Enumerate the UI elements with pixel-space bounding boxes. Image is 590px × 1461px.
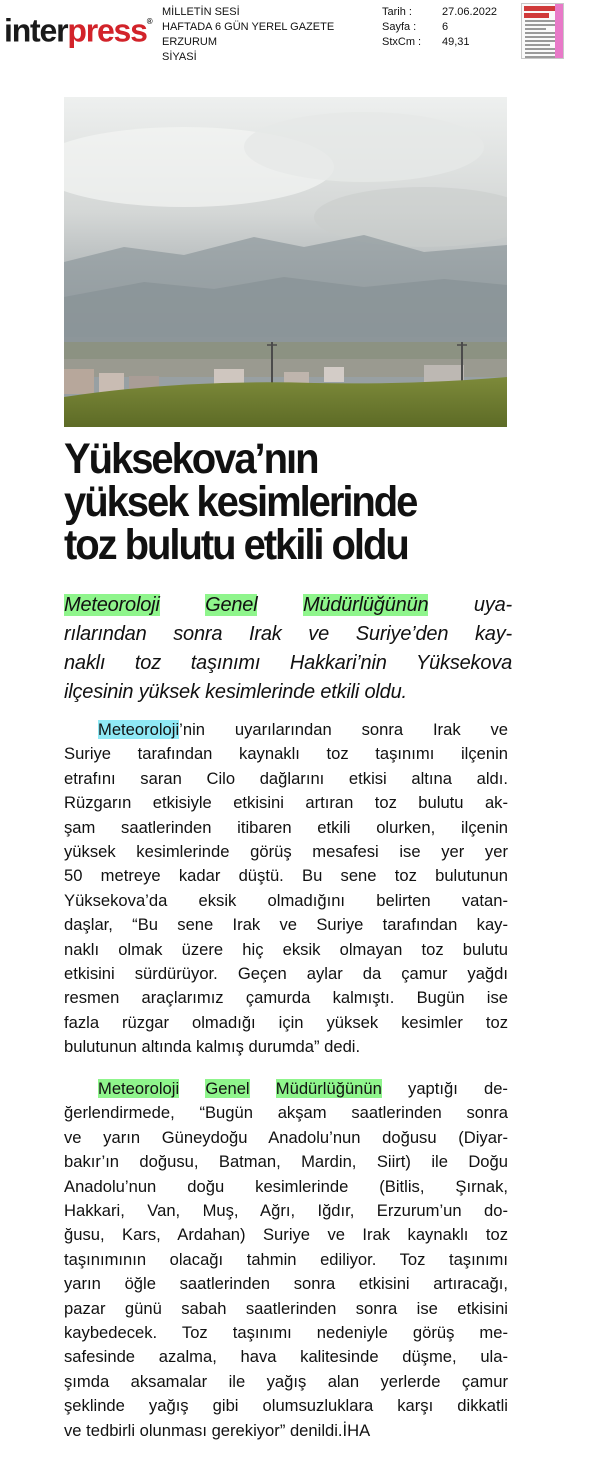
body-line: etrafını saran Cilo dağlarını etkisi altına aldı.: [64, 768, 508, 788]
keyword-highlight: Genel: [205, 1079, 250, 1098]
publication-name: MİLLETİN SESİ: [162, 6, 240, 18]
body-paragraph-1: [64, 718, 508, 1060]
body-paragraph-2: [64, 1077, 508, 1443]
body-line: fazla rüzgar olmadığı için yüksek kesimler toz: [64, 1012, 508, 1032]
body-line: şeklinde yağış gibi olumsuzluklara karşı dikkatli: [64, 1396, 508, 1416]
lead-line: Meteoroloji Genel Müdürlüğünün uya-: [64, 594, 512, 616]
publication-section: SİYASİ: [162, 51, 197, 63]
lead-line: rılarından sonra Irak ve Suriye’den kay-: [64, 623, 512, 645]
body-line: 50 metreye kadar düştü. Bu sene toz bulutunun: [64, 866, 508, 886]
body-line: etkisini sürdürüyor. Geçen aylar da çamur yağdı: [64, 964, 508, 984]
stxcm-value: 49,31: [442, 36, 470, 48]
body-line: Suriye tarafından kaynaklı toz taşınımı ilçenin: [64, 744, 508, 764]
headline-line: toz bulutu etkili oldu: [64, 521, 408, 569]
body-line: yüksek kesimlerinde görüş mesafesi ise yer yer: [64, 842, 508, 862]
lead-line: ilçesinin yüksek kesimlerinde etkili oldu.: [64, 681, 407, 703]
keyword-highlight: Genel: [205, 594, 258, 616]
body-line: Meteoroloji Genel Müdürlüğünün yaptığı de-: [98, 1079, 508, 1098]
keyword-highlight: Meteoroloji: [64, 594, 160, 616]
body-line: şımda aksamalar ile yağış alan yerlerde çamur: [64, 1371, 508, 1391]
body-line: ve yarın Güneydoğu Anadolu’nun doğusu (Diyar-: [64, 1127, 508, 1147]
keyword-highlight: Meteoroloji: [98, 720, 180, 739]
publication-info: [162, 5, 334, 65]
body-line: naklı olmak üzere hiç eksik olmayan toz bulutu: [64, 939, 508, 959]
body-line: ğusu, Kars, Ardahan) Suriye ve Irak kaynaklı toz: [64, 1225, 508, 1245]
body-line: Hakkari, Van, Muş, Ağrı, Iğdır, Erzurum’un do-: [64, 1201, 508, 1221]
body-line: pazar günü sabah saatlerinden sonra ise etkisini: [64, 1298, 508, 1318]
body-line: Anadolu’nun doğu kesimlerinde (Bitlis, Şırnak,: [64, 1176, 508, 1196]
body-line: safesinde azalma, hava kalitesinde düşme, ula-: [64, 1347, 508, 1367]
body-line: resmen araçlarımız çamurda kalmıştı. Bugün ise: [64, 988, 508, 1008]
article-headline: [64, 435, 479, 569]
stxcm-label: StxCm :: [382, 36, 422, 48]
date-value: 27.06.2022: [442, 6, 498, 18]
headline-line: yüksek kesimlerinde: [64, 478, 417, 526]
body-line: ve tedbirli olunması gerekiyor” denildi.İHA: [64, 1420, 371, 1440]
publication-frequency: HAFTADA 6 GÜN YEREL GAZETE: [162, 21, 335, 33]
body-line: Rüzgarın etkisiyle etkisini artıran toz bulutu ak-: [64, 793, 508, 813]
body-line: Meteoroloji’nin uyarılarından sonra Irak ve: [98, 720, 508, 739]
article-photo: [64, 97, 507, 427]
keyword-highlight: Meteoroloji: [98, 1079, 180, 1098]
body-line: ğerlendirmede, “Bugün akşam saatlerinden sonra: [64, 1103, 508, 1123]
body-line: Yüksekova’da eksik olmadığını belirten vatan-: [64, 890, 508, 910]
clipping-meta: [382, 5, 497, 50]
publication-city: ERZURUM: [162, 36, 217, 48]
keyword-highlight: Müdürlüğünün: [302, 594, 429, 616]
body-line: bakır’ın doğusu, Batman, Mardin, Siirt) ile Doğu: [64, 1152, 508, 1172]
page-label: Sayfa :: [382, 21, 417, 33]
page-value: 6: [442, 21, 449, 33]
body-line: daşlar, “Bu sene Irak ve Suriye tarafından kay-: [64, 915, 508, 935]
body-line: kaybedecek. Toz taşınımı nedeniyle görüş me-: [64, 1323, 508, 1343]
body-line: taşınımının olacağı tahmin ediliyor. Toz taşınımı: [64, 1249, 508, 1269]
body-line: şam saatlerinden itibaren etkili olurken, ilçenin: [64, 817, 508, 837]
interpress-logo: interpress®: [4, 12, 152, 49]
headline-line: Yüksekova’nın: [64, 435, 318, 483]
lead-line: naklı toz taşınımı Hakkari’nin Yüksekova: [64, 652, 512, 674]
body-line: yarın öğle saatlerinden sonra etkisini artıracağı,: [64, 1274, 508, 1294]
page-thumbnail[interactable]: [521, 3, 564, 59]
article-lead: [64, 591, 512, 707]
date-label: Tarih :: [382, 6, 412, 18]
body-line: bulutunun altında kalmış durumda” dedi.: [64, 1037, 361, 1057]
keyword-highlight: Müdürlüğünün: [275, 1079, 382, 1098]
